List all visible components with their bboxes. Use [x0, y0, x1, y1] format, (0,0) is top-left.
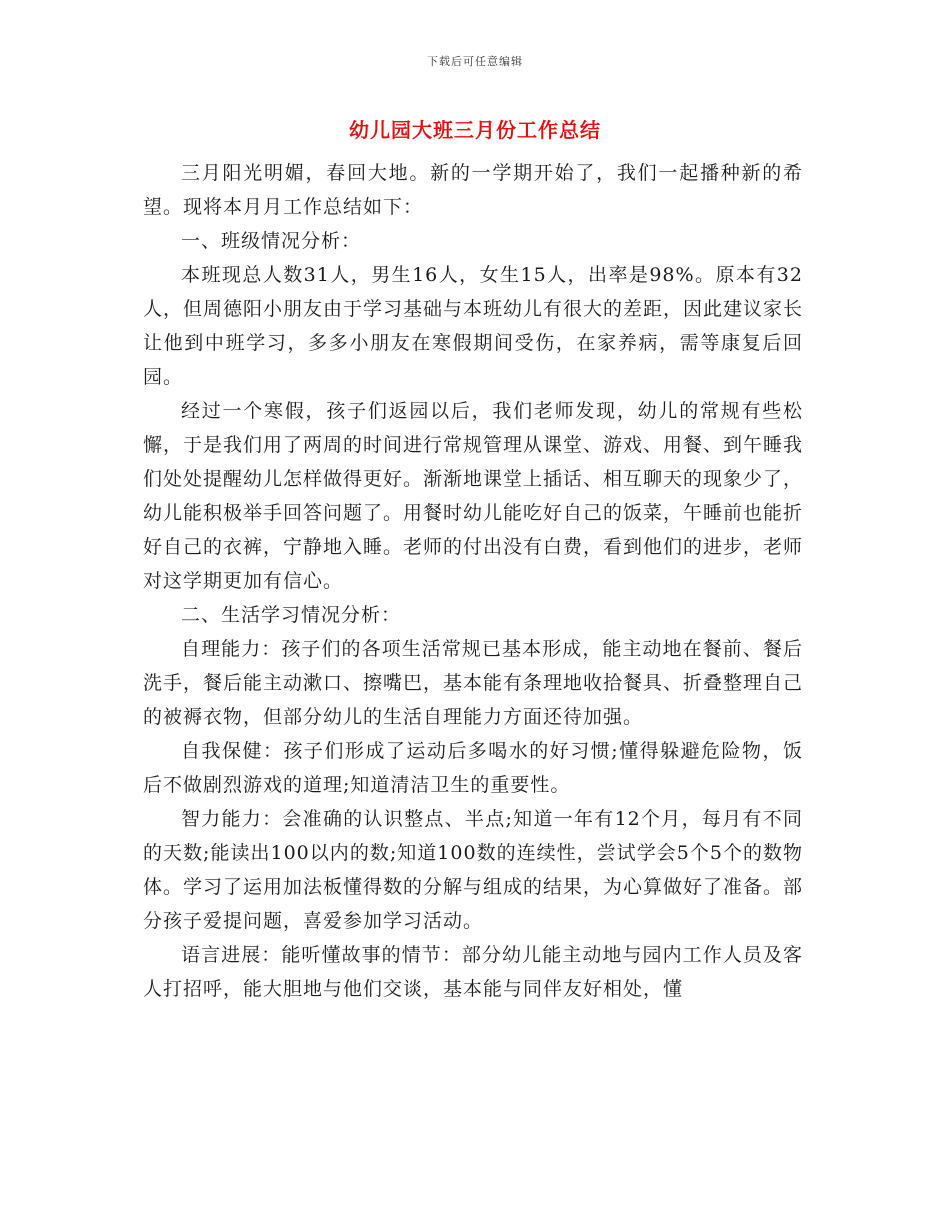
paragraph-intro: 三月阳光明媚，春回大地。新的一学期开始了，我们一起播种新的希望。现将本月月工作总结如下：: [143, 162, 803, 218]
header-note: 下载后可任意编辑: [427, 55, 523, 68]
paragraph-self-health: 自我保健：孩子们形成了运动后多喝水的好习惯;懂得躲避危险物，饭后不做剧烈游戏的道理;知道清洁卫生的重要性。: [143, 740, 803, 796]
document-body: [143, 156, 803, 1006]
paragraph-self-care: 自理能力：孩子们的各项生活常规已基本形成，能主动地在餐前、餐后洗手，餐后能主动漱口、擦嘴巴，基本能有条理地收拾餐具、折叠整理自己的被褥衣物，但部分幼儿的生活自理能力方面还待加强。: [143, 638, 804, 728]
section-heading-life-study: 二、生活学习情况分析：: [181, 604, 402, 626]
document-title: 幼儿园大班三月份工作总结: [349, 118, 601, 142]
paragraph-routine-management: 经过一个寒假，孩子们返园以后，我们老师发现，幼儿的常规有些松懈，于是我们用了两周的时间进行常规管理从课堂、游戏、用餐、到午睡我们处处提醒幼儿怎样做得更好。渐渐地课堂上插话、相互聊天的现象少了，幼儿能积极举手回答问题了。用餐时幼儿能吃好自己的饭菜，午睡前也能折好自己的衣裤，宁静地入睡。老师的付出没有白费，看到他们的进步，老师对这学期更加有信心。: [143, 400, 804, 592]
paragraph-class-numbers: 本班现总人数31人，男生16人，女生15人，出率是98%。原本有32人，但周德阳小朋友由于学习基础与本班幼儿有很大的差距，因此建议家长让他到中班学习，多多小朋友在寒假期间受伤，在家养病，需等康复后回园。: [143, 264, 804, 388]
paragraph-language: 语言进展：能听懂故事的情节：部分幼儿能主动地与园内工作人员及客人打招呼，能大胆地与他们交谈，基本能与同伴友好相处，懂: [143, 944, 803, 1000]
section-heading-class-analysis: 一、班级情况分析：: [181, 230, 362, 252]
paragraph-intellect: 智力能力：会准确的认识整点、半点;知道一年有12个月，每月有不同的天数;能读出100以内的数;知道100数的连续性，尝试学会5个5个的数物体。学习了运用加法板懂得数的分解与组成的结果，为心算做好了准备。部分孩子爱提问题，喜爱参加学习活动。: [143, 808, 804, 932]
